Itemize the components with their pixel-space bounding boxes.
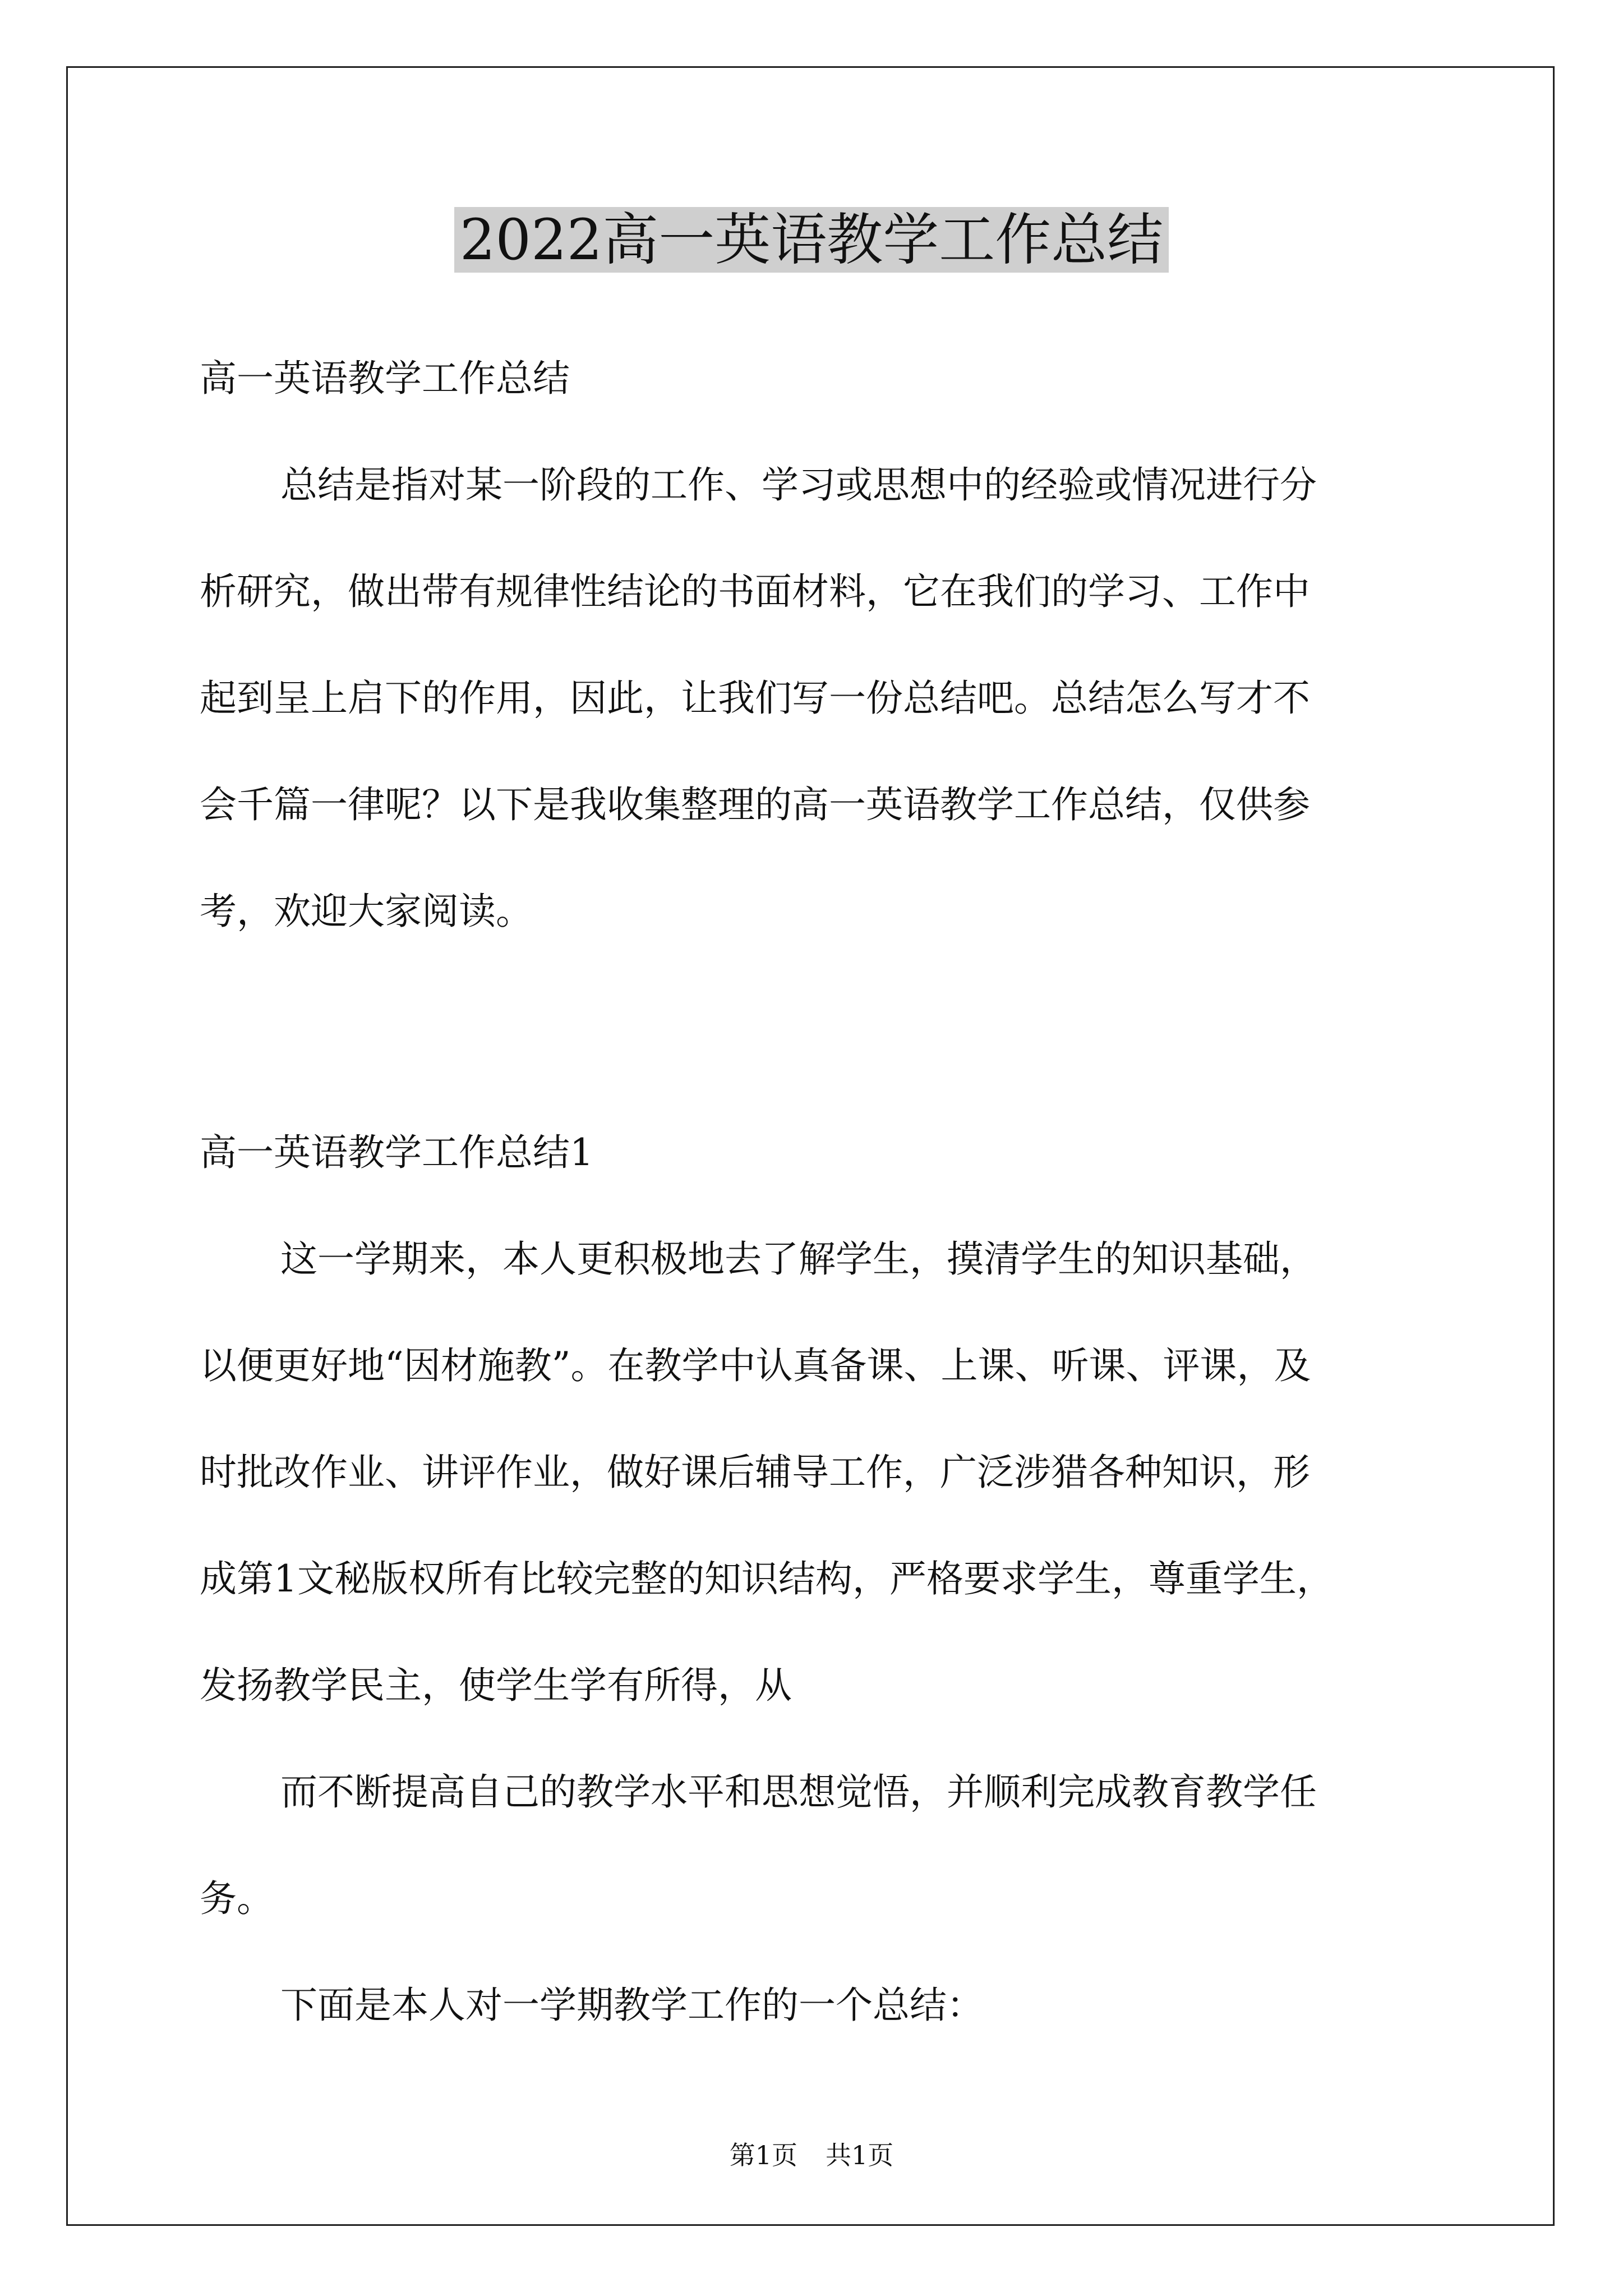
- intro-line: 考，欢迎大家阅读。: [200, 890, 533, 933]
- section-heading: 高一英语教学工作总结1: [200, 1131, 593, 1174]
- page-total: 共1页: [826, 2140, 894, 2170]
- paragraph-line: 下面是本人对一学期教学工作的一个总结：: [280, 1984, 984, 2027]
- intro-line: 起到呈上启下的作用，因此，让我们写一份总结吧。总结怎么写才不: [200, 677, 1310, 720]
- paragraph-line: 发扬教学民主，使学生学有所得，从: [200, 1664, 792, 1707]
- paragraph-line: 务。: [200, 1877, 274, 1920]
- paragraph-line: 成第1文秘版权所有比较完整的知识结构，严格要求学生，尊重学生，: [200, 1557, 1334, 1600]
- paragraph-line: 以便更好地“因材施教”。在教学中认真备课、上课、听课、评课，及: [200, 1344, 1311, 1387]
- intro-line: 会千篇一律呢？以下是我收集整理的高一英语教学工作总结，仅供参: [200, 783, 1310, 826]
- intro-line: 总结是指对某一阶段的工作、学习或思想中的经验或情况进行分: [280, 463, 1317, 507]
- document-title: [0, 201, 1623, 279]
- page-footer: [0, 2138, 1623, 2172]
- document-title-text: 2022高一英语教学工作总结: [454, 207, 1169, 273]
- paragraph-line: 这一学期来，本人更积极地去了解学生，摸清学生的知识基础，: [280, 1237, 1317, 1281]
- page-number: 第1页: [729, 2140, 797, 2170]
- paragraph-line: 而不断提高自己的教学水平和思想觉悟，并顺利完成教育教学任: [280, 1770, 1317, 1814]
- section-heading: 高一英语教学工作总结: [200, 357, 570, 400]
- intro-line: 析研究，做出带有规律性结论的书面材料，它在我们的学习、工作中: [200, 570, 1310, 613]
- paragraph-line: 时批改作业、讲评作业，做好课后辅导工作，广泛涉猎各种知识，形: [200, 1451, 1310, 1494]
